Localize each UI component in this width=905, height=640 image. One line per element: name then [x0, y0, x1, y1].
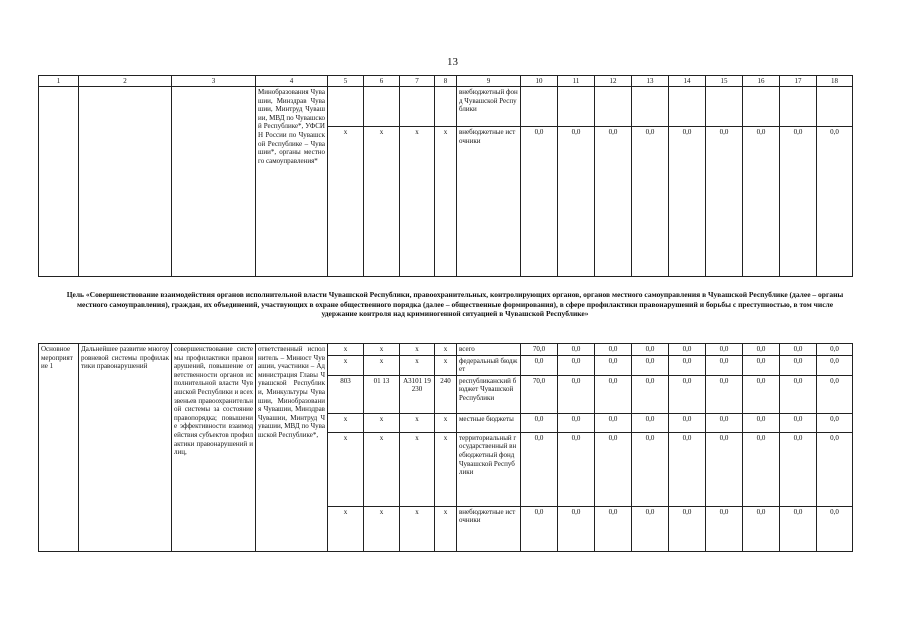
- goal-heading: Цель «Совершенствование взаимодействия органов исполнительной власти Чувашской Республики, правоохранительных, контролирующих органов, органов местного самоуправления в Чувашской Республике (далее – органы местного самоуправления), граждан, их объединений, участвующих в охране общественного порядка (далее – общественные формирования), в сфере профилактики правонарушений и борьбы с преступностью, в том числе удержание контроля над криминогенной ситуацией в Чувашской Республике»: [66, 290, 844, 319]
- table-row: [39, 344, 853, 356]
- amount-cell: 0,0: [558, 344, 595, 356]
- amount-cell: [706, 87, 743, 127]
- funding-source-cell: внебюджетные источники: [457, 127, 521, 277]
- budget-code-cell: А3101 19230: [400, 375, 435, 413]
- budget-code-cell: x: [364, 432, 400, 506]
- amount-cell: 0,0: [632, 375, 669, 413]
- funding-source-cell: федеральный бюджет: [457, 355, 521, 375]
- amount-cell: 0,0: [558, 413, 595, 432]
- amount-cell: 0,0: [595, 375, 632, 413]
- amount-cell: [669, 87, 706, 127]
- column-number: 14: [669, 76, 706, 87]
- column-number: 7: [400, 76, 435, 87]
- funding-source-cell: территориальный государственный внебюджетный фонд Чувашской Республики: [457, 432, 521, 506]
- funding-source-cell: республиканский бюджет Чувашской Республики: [457, 375, 521, 413]
- budget-code-cell: x: [364, 506, 400, 551]
- amount-cell: 0,0: [780, 413, 817, 432]
- column-number: 1: [39, 76, 79, 87]
- budget-code-cell: x: [364, 413, 400, 432]
- amount-cell: 0,0: [743, 375, 780, 413]
- amount-cell: 0,0: [558, 355, 595, 375]
- amount-cell: [632, 87, 669, 127]
- budget-code-cell: x: [328, 355, 364, 375]
- amount-cell: 70,0: [521, 344, 558, 356]
- amount-cell: 0,0: [706, 355, 743, 375]
- amount-cell: 0,0: [632, 344, 669, 356]
- amount-cell: 0,0: [743, 127, 780, 277]
- budget-code-cell: x: [435, 432, 457, 506]
- amount-cell: 0,0: [706, 506, 743, 551]
- budget-code-cell: x: [400, 506, 435, 551]
- activity-goals-cell: совершенствование системы профилактики правонарушений, повышение ответственности органов исполнительной власти Чувашской Республики и всех звеньев правоохранительной системы за состояние правопорядка; повышение эффективности взаимодействия субъектов профилактики правонарушений и лиц,: [172, 344, 256, 552]
- amount-cell: 0,0: [595, 506, 632, 551]
- funding-source-cell: местные бюджеты: [457, 413, 521, 432]
- budget-code-cell: x: [328, 127, 364, 277]
- amount-cell: 0,0: [780, 506, 817, 551]
- amount-cell: 0,0: [669, 375, 706, 413]
- budget-code-cell: x: [435, 413, 457, 432]
- budget-code-cell: x: [328, 506, 364, 551]
- amount-cell: 0,0: [521, 432, 558, 506]
- amount-cell: 0,0: [706, 127, 743, 277]
- budget-code-cell: [364, 87, 400, 127]
- amount-cell: [743, 87, 780, 127]
- amount-cell: 0,0: [669, 432, 706, 506]
- amount-cell: 0,0: [521, 506, 558, 551]
- table-row: [39, 87, 853, 127]
- column-number: 3: [172, 76, 256, 87]
- funding-table-continued: [38, 75, 853, 277]
- amount-cell: 0,0: [817, 413, 853, 432]
- amount-cell: 0,0: [780, 127, 817, 277]
- amount-cell: 0,0: [595, 344, 632, 356]
- budget-code-cell: x: [435, 506, 457, 551]
- column-number: 16: [743, 76, 780, 87]
- amount-cell: [521, 87, 558, 127]
- amount-cell: [780, 87, 817, 127]
- amount-cell: 0,0: [595, 355, 632, 375]
- amount-cell: [817, 87, 853, 127]
- column-number: 6: [364, 76, 400, 87]
- amount-cell: 0,0: [632, 355, 669, 375]
- amount-cell: 0,0: [558, 506, 595, 551]
- amount-cell: 0,0: [743, 355, 780, 375]
- column-number: 12: [595, 76, 632, 87]
- funding-source-cell: всего: [457, 344, 521, 356]
- empty-cell: [172, 87, 256, 277]
- budget-code-cell: x: [400, 413, 435, 432]
- amount-cell: 0,0: [669, 127, 706, 277]
- amount-cell: 0,0: [669, 413, 706, 432]
- amount-cell: 70,0: [521, 375, 558, 413]
- amount-cell: 0,0: [669, 344, 706, 356]
- amount-cell: 0,0: [632, 127, 669, 277]
- budget-code-cell: x: [400, 127, 435, 277]
- empty-cell: [39, 87, 79, 277]
- budget-code-cell: x: [400, 355, 435, 375]
- budget-code-cell: x: [400, 432, 435, 506]
- amount-cell: 0,0: [706, 432, 743, 506]
- budget-code-cell: x: [435, 355, 457, 375]
- activity-name-cell: Основное мероприятие 1: [39, 344, 79, 552]
- amount-cell: 0,0: [521, 413, 558, 432]
- amount-cell: 0,0: [632, 432, 669, 506]
- amount-cell: 0,0: [521, 127, 558, 277]
- amount-cell: 0,0: [743, 413, 780, 432]
- column-number-row: [39, 76, 853, 87]
- budget-code-cell: x: [364, 344, 400, 356]
- amount-cell: 0,0: [521, 355, 558, 375]
- column-number: 4: [256, 76, 328, 87]
- amount-cell: 0,0: [743, 506, 780, 551]
- funding-source-cell: внебюджетный фонд Чувашской Республики: [457, 87, 521, 127]
- responsible-executors-cell: ответственный исполнитель – Минюст Чувашии, участники – Администрация Главы Чувашской Республики, Минкультуры Чувашии, Минобразования Чувашии, Минздрав Чувашии, Минтруд Чувашии, МВД по Чувашской Республике*,: [256, 344, 328, 552]
- amount-cell: 0,0: [817, 355, 853, 375]
- amount-cell: 0,0: [595, 413, 632, 432]
- column-number: 15: [706, 76, 743, 87]
- amount-cell: 0,0: [595, 127, 632, 277]
- amount-cell: 0,0: [780, 375, 817, 413]
- column-number: 13: [632, 76, 669, 87]
- column-number: 10: [521, 76, 558, 87]
- amount-cell: 0,0: [558, 127, 595, 277]
- amount-cell: 0,0: [817, 506, 853, 551]
- column-number: 17: [780, 76, 817, 87]
- amount-cell: 0,0: [743, 344, 780, 356]
- amount-cell: 0,0: [817, 375, 853, 413]
- funding-source-cell: внебюджетные источники: [457, 506, 521, 551]
- amount-cell: 0,0: [780, 432, 817, 506]
- amount-cell: [558, 87, 595, 127]
- empty-cell: [79, 87, 172, 277]
- budget-code-cell: x: [364, 355, 400, 375]
- budget-code-cell: x: [435, 344, 457, 356]
- responsible-agencies-cell: Минобразования Чувашии, Минздрав Чувашии, Минтруд Чувашии, МВД по Чувашской Республике*, УФСИН России по Чувашской Республике – Чувашии*, органы местного самоуправления*: [256, 87, 328, 277]
- budget-code-cell: x: [328, 432, 364, 506]
- funding-table-main-activity: [38, 343, 853, 552]
- page-number: 13: [447, 56, 458, 68]
- amount-cell: [595, 87, 632, 127]
- amount-cell: 0,0: [632, 506, 669, 551]
- amount-cell: 0,0: [817, 344, 853, 356]
- budget-code-cell: [328, 87, 364, 127]
- budget-code-cell: [435, 87, 457, 127]
- amount-cell: 0,0: [743, 432, 780, 506]
- budget-code-cell: x: [328, 344, 364, 356]
- budget-code-cell: x: [435, 127, 457, 277]
- amount-cell: 0,0: [669, 355, 706, 375]
- budget-code-cell: 01 13: [364, 375, 400, 413]
- amount-cell: 0,0: [558, 375, 595, 413]
- amount-cell: 0,0: [706, 413, 743, 432]
- budget-code-cell: x: [364, 127, 400, 277]
- amount-cell: 0,0: [706, 344, 743, 356]
- amount-cell: 0,0: [595, 432, 632, 506]
- budget-code-cell: 803: [328, 375, 364, 413]
- column-number: 18: [817, 76, 853, 87]
- column-number: 2: [79, 76, 172, 87]
- budget-code-cell: 240: [435, 375, 457, 413]
- activity-description-cell: Дальнейшее развитие многоуровневой системы профилактики правонарушений: [79, 344, 172, 552]
- budget-code-cell: x: [400, 344, 435, 356]
- amount-cell: 0,0: [669, 506, 706, 551]
- column-number: 9: [457, 76, 521, 87]
- amount-cell: 0,0: [780, 355, 817, 375]
- amount-cell: 0,0: [817, 432, 853, 506]
- amount-cell: 0,0: [632, 413, 669, 432]
- amount-cell: 0,0: [558, 432, 595, 506]
- amount-cell: 0,0: [706, 375, 743, 413]
- budget-code-cell: x: [328, 413, 364, 432]
- amount-cell: 0,0: [780, 344, 817, 356]
- column-number: 5: [328, 76, 364, 87]
- column-number: 8: [435, 76, 457, 87]
- amount-cell: 0,0: [817, 127, 853, 277]
- budget-code-cell: [400, 87, 435, 127]
- column-number: 11: [558, 76, 595, 87]
